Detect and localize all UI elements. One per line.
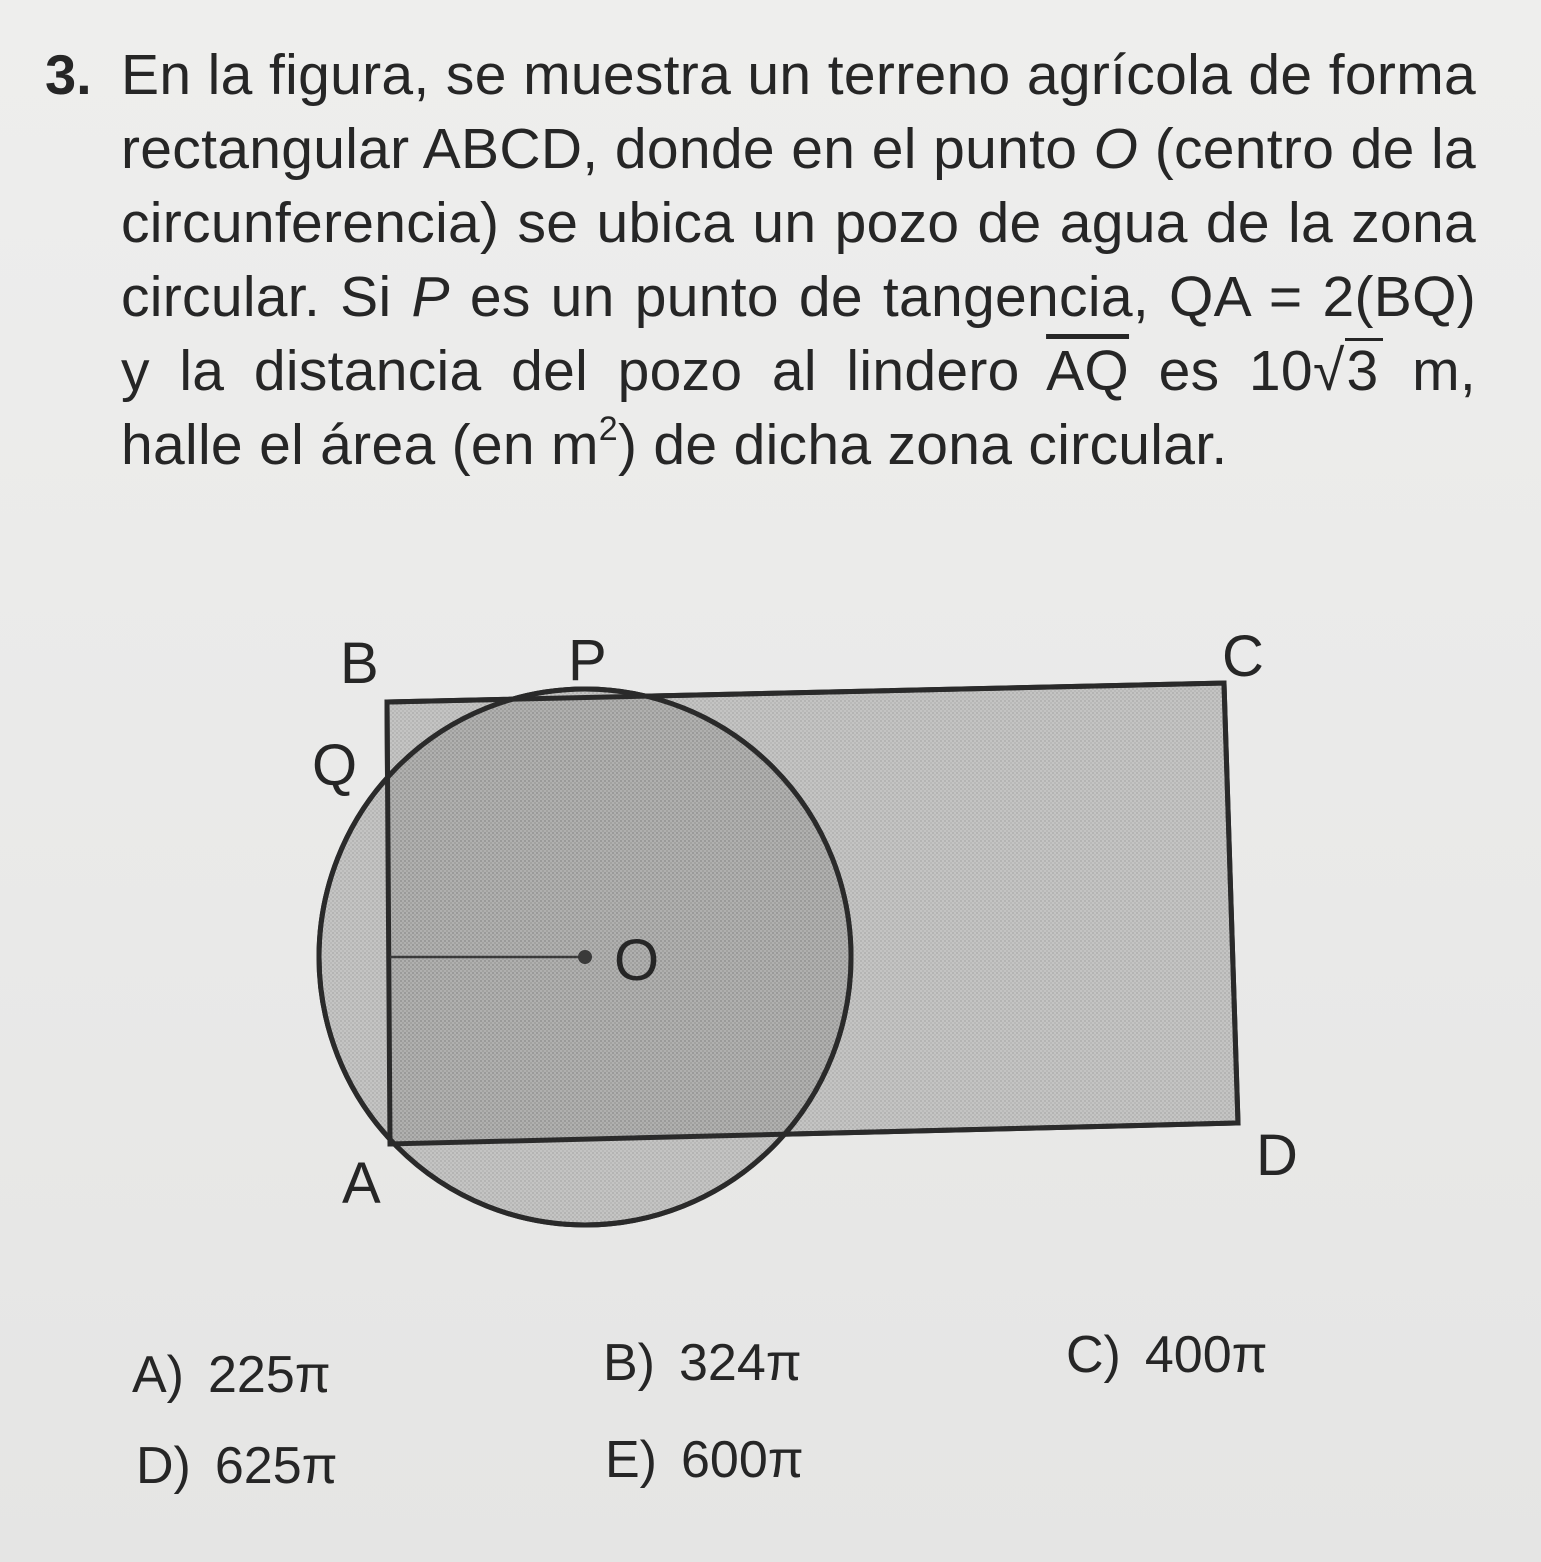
statement-part-1: En la figura, se muestra un terreno agrícola de forma rectangular ABCD, donde en el punto: [121, 43, 1476, 181]
statement-part-5: m, halle el área (en m: [121, 339, 1477, 477]
option-b[interactable]: [603, 1333, 802, 1393]
label-a: A: [342, 1151, 381, 1216]
label-d: D: [1256, 1123, 1298, 1188]
label-q: Q: [312, 733, 358, 798]
label-p: P: [568, 628, 607, 693]
statement-part-3: es un punto de tangencia, QA = 2(BQ) y la distancia del pozo al lindero: [121, 265, 1476, 403]
radicand: 3: [1345, 338, 1383, 401]
segment-aq: $\overline{AQ}$: [1046, 339, 1130, 403]
option-letter: E): [605, 1431, 657, 1489]
option-value: 225π: [208, 1346, 331, 1404]
option-letter: B): [603, 1334, 655, 1392]
label-c: C: [1222, 624, 1264, 689]
point-p-ref: P: [411, 265, 450, 329]
problem-number: 3.: [45, 43, 92, 106]
option-e[interactable]: [605, 1430, 804, 1490]
option-c[interactable]: [1066, 1325, 1268, 1385]
label-o: O: [614, 928, 660, 993]
label-b: B: [340, 631, 379, 696]
option-letter: C): [1066, 1326, 1121, 1384]
statement-part-2: (centro de la circunferencia) se ubica un pozo de agua de la zona circular. Si: [121, 117, 1476, 329]
option-value: 400π: [1144, 1326, 1268, 1384]
radical-sign: √: [1312, 339, 1345, 403]
statement-part-4: es 10: [1129, 339, 1313, 403]
option-a[interactable]: [132, 1345, 331, 1405]
exponent: 2: [598, 410, 619, 448]
option-value: 324π: [679, 1334, 802, 1392]
point-o-ref: O: [1093, 117, 1139, 181]
option-letter: D): [136, 1437, 191, 1495]
option-value: 600π: [681, 1431, 804, 1489]
option-d[interactable]: [136, 1436, 338, 1496]
statement-part-6: ) de dicha zona circular.: [618, 413, 1228, 477]
option-letter: A): [132, 1346, 184, 1404]
option-value: 625π: [214, 1437, 338, 1495]
